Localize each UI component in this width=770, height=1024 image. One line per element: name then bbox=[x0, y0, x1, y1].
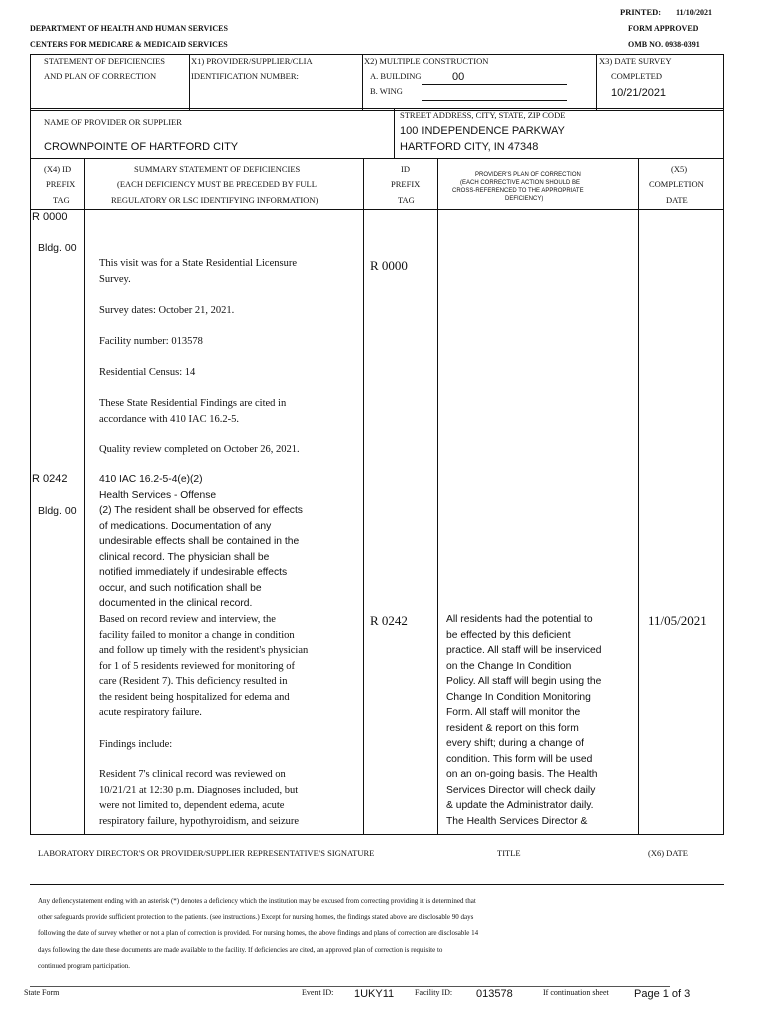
event-id-value: 1UKY11 bbox=[354, 988, 395, 1000]
x5-header-1: (X5) bbox=[671, 164, 688, 174]
id-header-2: PREFIX bbox=[391, 179, 421, 189]
plan-header-2: (EACH CORRECTIVE ACTION SHOULD BE bbox=[460, 180, 581, 186]
x4-header-2: PREFIX bbox=[46, 179, 76, 189]
page-number: Page 1 of 3 bbox=[634, 988, 691, 1000]
summary-header-2: (EACH DEFICIENCY MUST BE PRECEDED BY FULL bbox=[117, 179, 317, 189]
continuation-label: If continuation sheet bbox=[543, 988, 609, 997]
statement-label-1: STATEMENT OF DEFICIENCIES bbox=[44, 56, 166, 66]
x6-date-label: (X6) DATE bbox=[648, 848, 688, 858]
building-value: 00 bbox=[452, 71, 465, 83]
quality-review: Quality review completed on October 26, 2021. bbox=[99, 444, 300, 455]
completion-date: 11/05/2021 bbox=[648, 613, 707, 628]
survey-dates: Survey dates: October 21, 2021. bbox=[99, 305, 235, 316]
plan-of-correction-text: All residents had the potential to be effected by this deficient practice. All staff will be inserviced on the Change In Condition Policy. All staff will begin using the Change In Condition Monitoring Form. All staff will monitor the resident & report on this form every shift; during a change of condition. This form will be used on an on-going basis. The Health Services Director will check daily & update the Administrator daily. The Health Services Director & bbox=[446, 614, 602, 827]
form-approved: FORM APPROVED bbox=[628, 24, 699, 33]
tag-r0242-right: R 0242 bbox=[370, 613, 408, 628]
statement-label-2: AND PLAN OF CORRECTION bbox=[44, 71, 157, 81]
footnote: Any defiencystatement ending with an asterisk (*) denotes a deficiency which the institution may be excused from correcting providing it is determined that other safeguards provide sufficient protection to the patients. (see instructions.) Except for nursing homes, the findings stated above are disclosable 90 days following the date of survey whether or not a plan of correction is provided. For nursing homes, the above findings and plans of correction are disclosable 14 days following the date these documents are made available to the facility. If deficiencies are cited, an approved plan of correction is requisite to continued program participation. bbox=[38, 897, 479, 970]
tag-r0000: R 0000 bbox=[32, 211, 68, 223]
findings-include: Findings include: bbox=[99, 739, 173, 750]
x2-label: X2) MULTIPLE CONSTRUCTION bbox=[364, 56, 489, 66]
x4-header-3: TAG bbox=[53, 195, 70, 205]
printed-label: PRINTED: bbox=[620, 7, 662, 17]
summary-header-3: REGULATORY OR LSC IDENTIFYING INFORMATION) bbox=[111, 195, 319, 205]
x3-label-1: X3) DATE SURVEY bbox=[599, 56, 672, 66]
x5-header-3: DATE bbox=[666, 195, 688, 205]
id-header-1: ID bbox=[401, 164, 410, 174]
bldg-1: Bldg. 00 bbox=[38, 242, 77, 254]
wing-label: B. WING bbox=[370, 86, 403, 96]
address-label: STREET ADDRESS, CITY, STATE, ZIP CODE bbox=[400, 110, 566, 120]
findings-cited: These State Residential Findings are cited in accordance with 410 IAC 16.2-5. bbox=[99, 398, 287, 425]
x3-label-2: COMPLETED bbox=[611, 71, 662, 81]
state-form-label: State Form bbox=[24, 988, 60, 997]
lab-director-signature-label: LABORATORY DIRECTOR'S OR PROVIDER/SUPPLIER REPRESENTATIVE'S SIGNATURE bbox=[38, 848, 375, 858]
plan-header-1: PROVIDER'S PLAN OF CORRECTION bbox=[475, 172, 581, 178]
id-header-3: TAG bbox=[398, 195, 415, 205]
x5-header-2: COMPLETION bbox=[649, 179, 704, 189]
survey-completed-date: 10/21/2021 bbox=[611, 87, 667, 99]
provider-name: CROWNPOINTE OF HARTFORD CITY bbox=[44, 141, 239, 153]
plan-header-3: CROSS-REFERENCED TO THE APPROPRIATE bbox=[452, 188, 584, 194]
event-id-label: Event ID: bbox=[302, 988, 334, 997]
title-label: TITLE bbox=[497, 848, 521, 858]
provider-name-label: NAME OF PROVIDER OR SUPPLIER bbox=[44, 117, 182, 127]
plan-header-4: DEFICIENCY) bbox=[505, 196, 544, 202]
tag-r0242: R 0242 bbox=[32, 473, 68, 485]
regulation-text: 410 IAC 16.2-5-4(e)(2) Health Services - Offense (2) The resident shall be observed for effects of medications. Documentation of any undesirable effects shall be contained in the clinical record. The physician shall be notified immediately if undesirable effects occur, and such notification shall be documented in the clinical record. bbox=[99, 474, 303, 609]
x1-label-1: X1) PROVIDER/SUPPLIER/CLIA bbox=[191, 56, 313, 66]
residential-census: Residential Census: 14 bbox=[99, 367, 196, 378]
cms-name: CENTERS FOR MEDICARE & MEDICAID SERVICES bbox=[30, 40, 228, 49]
x4-header-1: (X4) ID bbox=[44, 164, 72, 174]
facility-id-label: Facility ID: bbox=[415, 988, 453, 997]
printed-date: 11/10/2021 bbox=[676, 8, 713, 17]
address-line-2: HARTFORD CITY, IN 47348 bbox=[400, 141, 539, 153]
bldg-2: Bldg. 00 bbox=[38, 505, 77, 517]
summary-visit: This visit was for a State Residential Licensure Survey. bbox=[99, 258, 297, 285]
dept-name: DEPARTMENT OF HEALTH AND HUMAN SERVICES bbox=[30, 24, 228, 33]
tag-r0000-right: R 0000 bbox=[370, 258, 408, 273]
address-line-1: 100 INDEPENDENCE PARKWAY bbox=[400, 125, 565, 137]
finding-text: Based on record review and interview, the facility failed to monitor a change in condition and follow up timely with the resident's physician for 1 of 5 residents reviewed for monitoring of care (Resident 7). This deficiency resulted in the resident being hospitalized for edema and acute respiratory failure. bbox=[99, 614, 309, 718]
facility-id-value: 013578 bbox=[476, 988, 513, 1000]
building-label: A. BUILDING bbox=[370, 71, 422, 81]
summary-header-1: SUMMARY STATEMENT OF DEFICIENCIES bbox=[134, 164, 301, 174]
facility-number: Facility number: 013578 bbox=[99, 336, 203, 347]
x1-label-2: IDENTIFICATION NUMBER: bbox=[191, 71, 299, 81]
omb-number: OMB NO. 0938-0391 bbox=[628, 40, 700, 49]
resident-text: Resident 7's clinical record was reviewed on 10/21/21 at 12:30 p.m. Diagnoses included, but were not limited to, dependent edema, acute respiratory failure, hypothyroidism, and seizure bbox=[99, 769, 300, 827]
